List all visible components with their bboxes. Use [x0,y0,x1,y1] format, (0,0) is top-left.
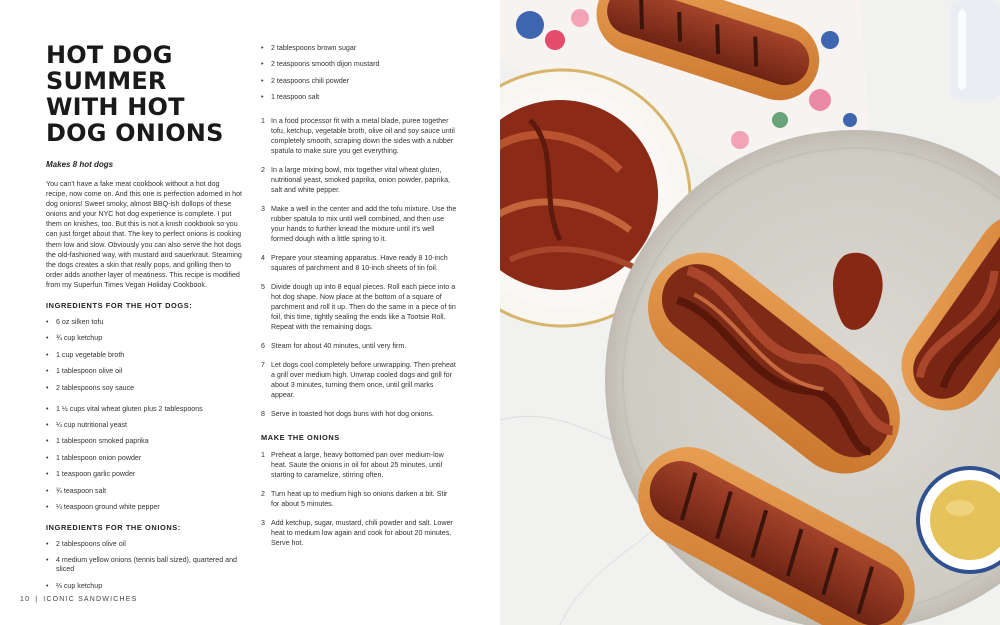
make-onions-heading: MAKE THE ONIONS [261,433,340,443]
hotdog-steps [261,116,457,419]
ingredient-item: • 2 tablespoons soy sauce [46,384,242,393]
ingredient-item: • 1 tablespoon onion powder [46,454,242,463]
ingredient-item: • ¾ teaspoon salt [46,487,242,496]
step-item [261,204,457,244]
onion-ingredients-list [46,540,242,591]
ingredient-item: • 1 cup vegetable broth [46,351,242,360]
ingredient-item: • ¼ teaspoon ground white pepper [46,503,242,512]
ingredient-item: • 1 teaspoon salt [261,93,457,102]
step-text: Divide dough up into 8 equal pieces. Roll each piece into a hot dog shape. Now place at the bottom of a square of parchment and roll it up. Then do the same in a piece of tin foil, this time, tightly sealing the ends like a Tootsie Roll. Repeat with the remaining dogs. [271,283,456,332]
ingredient-item: • 1 teaspoon garlic powder [46,470,242,479]
step-text: Make a well in the center and add the tofu mixture. Use the rubber spatula to mix until well combined, and then use your hands to further knead the mixture until it's well formed dough with a little spring to it. [271,205,457,244]
ingredient-item: • 2 tablespoons olive oil [46,540,242,549]
step-item [261,450,457,480]
ingredient-item: • 6 oz silken tofu [46,318,242,327]
step-item [261,360,457,400]
ingredient-item: • 4 medium yellow onions (tennis ball sized), quartered and sliced [46,556,242,574]
step-item [261,116,457,156]
step-item [261,489,457,509]
mustard-cup [918,468,1000,572]
ingredient-item: • 2 tablespoons brown sugar [261,44,457,53]
step-text: In a food processor fit with a metal blade, puree together tofu, ketchup, vegetable broth, olive oil and soy sauce until completely smooth, scraping down the sides with a rubber spatula to make sure you get everything. [271,117,455,156]
step-number: 4 [261,254,265,263]
step-text: Serve in toasted hot dogs buns with hot dog onions. [271,410,434,419]
ingredient-item: • 2 teaspoons smooth dijon mustard [261,60,457,69]
recipe-intro: You can't have a fake meat cookbook without a hot dog recipe, now come on. And this one is perfection adorned in hot dog onions! Sweet smoky, almost BBQ-ish dollops of these onions and your NYC hot dog experience is complete. I put them on knishes, too. But this is not a knish cookbook so you can just forget about that. The key to perfect onions is cooking them low and slow. Obviously you can also serve the hot dogs the old-fashioned way, with mustard and sauerkraut. Steaming the dogs creates a skin that really pops, and grilling then to order adds another layer of meatiness. This recipe is modified from my Superfun Times Vegan Holiday Cookbook. [46,180,242,289]
step-number: 8 [261,410,265,419]
onion-steps [261,450,457,548]
step-item [261,409,457,419]
ingredient-item: • 1 tablespoon olive oil [46,367,242,376]
step-number: 7 [261,361,265,370]
step-number: 1 [261,451,265,460]
ingredient-item: • ⅔ cup ketchup [46,582,242,591]
hotdog-ingredients-heading: INGREDIENTS FOR THE HOT DOGS: [46,301,193,311]
page-number: 10 [20,596,31,603]
recipe-title: HOT DOG SUMMER WITH HOT DOG ONIONS [46,41,224,147]
onion-ingredients-heading: INGREDIENTS FOR THE ONIONS: [46,522,181,532]
step-number: 6 [261,342,265,351]
step-number: 2 [261,490,265,499]
step-text: Steam for about 40 minutes, until very firm. [271,342,407,351]
ingredient-item: • 1 ½ cups vital wheat gluten plus 2 tablespoons [46,405,242,414]
ingredient-item: • ¾ cup ketchup [46,334,242,343]
recipe-column-right [261,44,457,557]
step-item [261,165,457,195]
step-text: Add ketchup, sugar, mustard, chili powder and salt. Lower heat to medium low again and cook for about 20 minutes. Serve hot. [271,519,453,548]
water-glass [950,0,1000,100]
section-name: ICONIC SANDWICHES [43,596,138,603]
step-text: Prepare your steaming apparatus. Have ready 8 10-inch squares of parchment and 8 10-inch sheets of tin foil. [271,254,448,273]
step-number: 3 [261,205,265,214]
step-number: 2 [261,166,265,175]
step-text: Turn heat up to medium high so onions darken a bit. Stir for about 5 minutes. [271,490,448,509]
step-text: In a large mixing bowl, mix together vital wheat gluten, nutritional yeast, smoked paprika, onion powder, paprika, salt and white pepper. [271,166,451,195]
ingredient-item: • 1 tablespoon smoked paprika [46,437,242,446]
recipe-column-left [46,42,242,598]
step-number: 1 [261,117,265,126]
page-footer [20,596,138,603]
step-item [261,518,457,548]
step-text: Preheat a large, heavy bottomed pan over medium-low heat. Saute the onions in oil for about 25 minutes, until starting to caramelize, stirring often. [271,451,444,480]
onion-ingredients-list-continued [261,44,457,102]
footer-separator: | [35,596,39,603]
recipe-yield: Makes 8 hot dogs [46,160,114,169]
hotdog-ingredients-list [46,318,242,512]
step-text: Let dogs cool completely before unwrapping. Then preheat a grill over medium high. Unwrap cooled dogs and grill for about 3 minutes, turning them once, until grill marks appear. [271,361,456,400]
step-item [261,341,457,351]
step-number: 3 [261,519,265,528]
food-photo [500,0,1000,625]
step-number: 5 [261,283,265,292]
ingredient-item: • 2 teaspoons chili powder [261,77,457,86]
ingredient-item: • ¼ cup nutritional yeast [46,421,242,430]
step-item [261,282,457,332]
step-item [261,253,457,273]
